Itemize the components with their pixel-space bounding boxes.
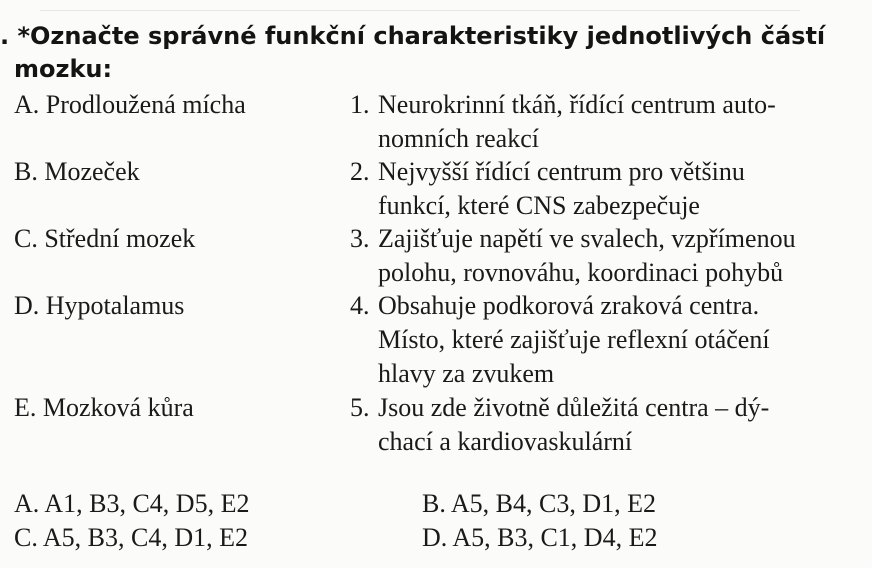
right-item-3-cont: polohu, rovnováhu, koordinaci pohybů [378, 258, 784, 287]
right-item-5-cont: chací a kardiovaskulární [378, 427, 633, 456]
right-item-number: 4. [350, 291, 370, 320]
right-item-number: 1. [350, 90, 370, 119]
answer-option-c[interactable]: C. A5, B3, C4, D1, E2 [14, 523, 249, 552]
left-item-c: C. Střední mozek [14, 224, 196, 253]
left-item-e: E. Mozková kůra [14, 393, 194, 422]
answer-option-a[interactable]: A. A1, B3, C4, D5, E2 [14, 489, 250, 518]
right-item-number: 2. [350, 157, 370, 186]
bleed-through-decoration [40, 0, 800, 11]
right-item-4-cont1: Místo, které zajišťuje reflexní otáčení [378, 325, 770, 354]
right-item-line: Jsou zde životně důležitá centra – dý- [378, 393, 770, 422]
right-item-1-cont: nomních reakcí [378, 124, 539, 153]
question-title-line1: . *Označte správné funkční charakteristiky jednotlivých částí [0, 22, 826, 50]
right-item-line: Zajišťuje napětí ve svalech, vzpřímenou [378, 224, 796, 253]
answer-option-b[interactable]: B. A5, B4, C3, D1, E2 [422, 489, 657, 518]
right-item-1 [350, 88, 776, 122]
left-item-b: B. Mozeček [14, 157, 140, 186]
right-item-number: 5. [350, 393, 370, 422]
right-item-4 [350, 289, 759, 323]
right-item-number: 3. [350, 224, 370, 253]
right-item-line: Nejvyšší řídící centrum pro většinu [378, 157, 745, 186]
question-title-line2: mozku: [14, 55, 113, 83]
right-item-2-cont: funkcí, které CNS zabezpečuje [378, 191, 700, 220]
left-item-a: A. Prodloužená mícha [14, 90, 246, 119]
right-item-line: Neurokrinní tkáň, řídící centrum auto- [378, 90, 776, 119]
right-item-2 [350, 155, 745, 189]
right-item-line: Obsahuje podkorová zraková centra. [378, 291, 760, 320]
right-item-4-cont2: hlavy za zvukem [378, 359, 555, 388]
left-item-d: D. Hypotalamus [14, 291, 185, 320]
right-item-3 [350, 222, 796, 256]
right-item-5 [350, 391, 769, 425]
answer-option-d[interactable]: D. A5, B3, C1, D4, E2 [422, 523, 658, 552]
question-title [0, 20, 872, 86]
